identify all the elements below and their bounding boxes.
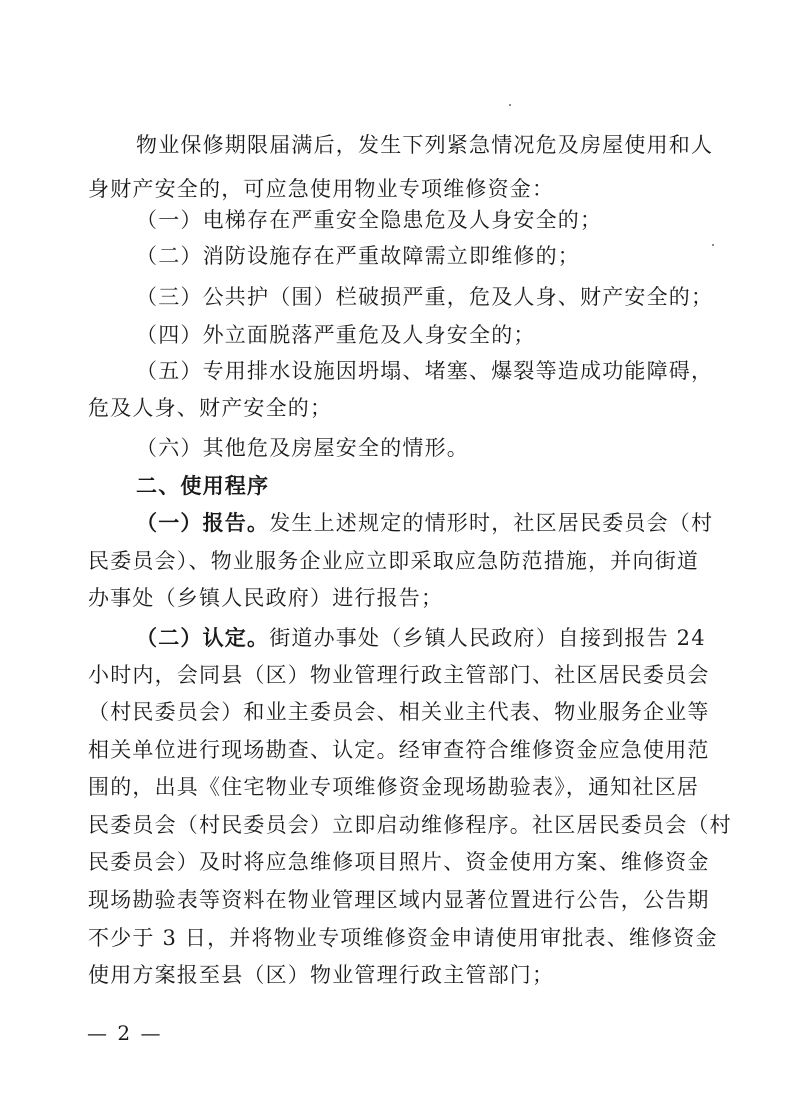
confirm-line-9: 不少于 3 日，并将物业专项维修资金申请使用审批表、维修资金 [88,926,718,950]
item-1: （一）电梯存在严重安全隐患危及人身安全的； [136,208,603,232]
report-line-2: 民委员会）、物业服务企业应立即采取应急防范措施，并向街道 [88,549,700,573]
item-4: （四）外立面脱落严重危及人身安全的； [136,323,536,347]
scan-speck [712,244,714,246]
confirm-line-10: 使用方案报至县（区）物业管理行政主管部门； [88,963,555,987]
confirm-line-5: 围的，出具《住宅物业专项维修资金现场勘验表》，通知社区居 [88,775,700,799]
item-5-line-2: 危及人身、财产安全的； [88,396,333,420]
confirm-line-3: （村民委员会）和业主委员会、相关业主代表、物业服务企业等 [88,700,710,724]
report-line-3: 办事处（乡镇人民政府）进行报告； [88,586,444,610]
confirm-line-1 [136,625,706,651]
confirm-label: （二）认定。 [136,625,270,650]
confirm-line-2: 小时内，会同县（区）物业管理行政主管部门、社区居民委员会 [88,663,710,687]
section-heading: 二、使用程序 [136,473,270,498]
confirm-line-6: 民委员会（村民委员会）立即启动维修程序。社区居民委员会（村 [88,813,732,837]
intro-line-2: 身财产安全的，可应急使用物业专项维修资金： [88,177,555,201]
page-number: — 2 — [87,1021,163,1045]
intro-line-1: 物业保修期限届满后，发生下列紧急情况危及房屋使用和人 [136,133,714,157]
report-line-1-rest: 发生上述规定的情形时，社区居民委员会（村 [269,511,714,535]
report-label: （一）报告。 [136,510,270,535]
confirm-line-4: 相关单位进行现场勘查、认定。经审查符合维修资金应急使用范 [88,738,710,762]
item-6: （六）其他危及房屋安全的情形。 [136,436,469,460]
confirm-line-1-rest: 街道办事处（乡镇人民政府）自接到报告 24 [269,626,706,650]
item-3: （三）公共护（围）栏破损严重，危及人身、财产安全的； [136,285,714,309]
confirm-line-7: 民委员会）及时将应急维修项目照片、资金使用方案、维修资金 [88,850,710,874]
item-5-line-1: （五）专用排水设施因坍塌、堵塞、爆裂等造成功能障碍， [136,359,714,383]
confirm-line-8: 现场勘验表等资料在物业管理区域内显著位置进行公告，公告期 [88,888,710,912]
item-2: （二）消防设施存在严重故障需立即维修的； [136,244,580,268]
scan-speck [509,104,511,106]
report-line-1 [136,510,713,536]
